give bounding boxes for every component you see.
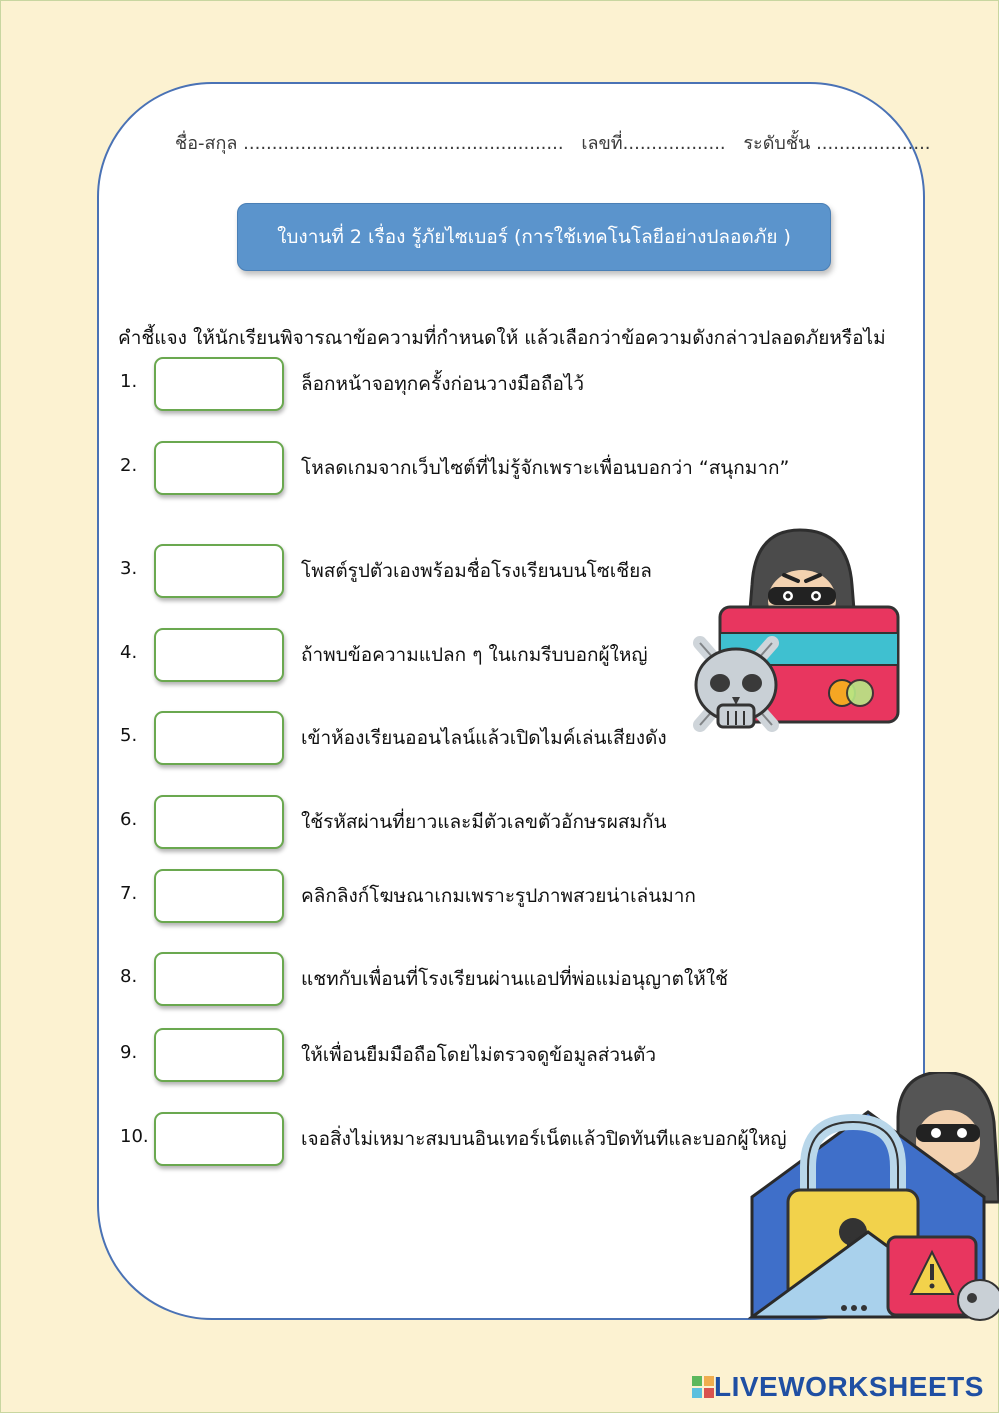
question-text: โพสต์รูปตัวเองพร้อมชื่อโรงเรียนบนโซเชียล bbox=[301, 560, 652, 582]
question-text: โหลดเกมจากเว็บไซต์ที่ไม่รู้จักเพราะเพื่อนบอกว่า “สนุกมาก” bbox=[301, 457, 790, 479]
question-item bbox=[118, 952, 838, 1008]
answer-box[interactable] bbox=[154, 1028, 284, 1082]
question-item bbox=[118, 1028, 838, 1084]
question-item bbox=[118, 869, 838, 925]
answer-box[interactable] bbox=[154, 628, 284, 682]
question-number: 9. bbox=[120, 1042, 138, 1063]
student-info-line bbox=[175, 128, 931, 157]
question-item bbox=[118, 1112, 838, 1168]
question-text: ล็อกหน้าจอทุกครั้งก่อนวางมือถือไว้ bbox=[301, 373, 585, 395]
question-number: 3. bbox=[120, 558, 138, 579]
answer-box[interactable] bbox=[154, 795, 284, 849]
answer-box[interactable] bbox=[154, 357, 284, 411]
question-text: เข้าห้องเรียนออนไลน์แล้วเปิดไมค์เล่นเสียงดัง bbox=[301, 727, 667, 749]
answer-box[interactable] bbox=[154, 869, 284, 923]
grade-field-label: ระดับชั้น .................... bbox=[743, 133, 931, 154]
answer-box[interactable] bbox=[154, 1112, 284, 1166]
liveworksheets-logo-icon bbox=[692, 1376, 714, 1398]
answer-box[interactable] bbox=[154, 544, 284, 598]
question-text: ถ้าพบข้อความแปลก ๆ ในเกมรีบบอกผู้ใหญ่ bbox=[301, 644, 648, 666]
hacker-credit-card-illustration bbox=[660, 525, 905, 755]
question-item bbox=[118, 441, 838, 497]
answer-box[interactable] bbox=[154, 711, 284, 765]
answer-box[interactable] bbox=[154, 952, 284, 1006]
name-field-label: ชื่อ-สกุล ........................................................ bbox=[175, 133, 564, 154]
question-number: 1. bbox=[120, 371, 138, 392]
worksheet-title: ใบงานที่ 2 เรื่อง รู้ภัยไซเบอร์ (การใช้เทคโนโลยีอย่างปลอดภัย ) bbox=[237, 203, 831, 271]
question-number: 4. bbox=[120, 642, 138, 663]
question-number: 10. bbox=[120, 1126, 149, 1147]
question-item bbox=[118, 795, 838, 851]
question-number: 5. bbox=[120, 725, 138, 746]
question-text: เจอสิ่งไม่เหมาะสมบนอินเทอร์เน็ตแล้วปิดทันทีและบอกผู้ใหญ่ bbox=[301, 1128, 787, 1150]
answer-box[interactable] bbox=[154, 441, 284, 495]
logo-text: LIVEWORKSHEETS bbox=[714, 1371, 984, 1402]
question-text: แชทกับเพื่อนที่โรงเรียนผ่านแอปที่พ่อแม่อนุญาตให้ใช้ bbox=[301, 968, 728, 990]
question-text: ใช้รหัสผ่านที่ยาวและมีตัวเลขตัวอักษรผสมกัน bbox=[301, 811, 667, 833]
liveworksheets-logo bbox=[692, 1371, 984, 1403]
question-number: 2. bbox=[120, 455, 138, 476]
instruction-text: คำชี้แจง ให้นักเรียนพิจารณาข้อความที่กำหนดให้ แล้วเลือกว่าข้อความดังกล่าวปลอดภัยหรือไม่ bbox=[118, 327, 886, 349]
hacker-lock-email-illustration bbox=[748, 1072, 999, 1342]
question-number: 7. bbox=[120, 883, 138, 904]
question-number: 6. bbox=[120, 809, 138, 830]
question-item bbox=[118, 357, 838, 413]
question-text: ให้เพื่อนยืมมือถือโดยไม่ตรวจดูข้อมูลส่วนตัว bbox=[301, 1044, 656, 1066]
number-field-label: เลขที่.................. bbox=[581, 133, 726, 154]
question-text: คลิกลิงก์โฆษณาเกมเพราะรูปภาพสวยน่าเล่นมาก bbox=[301, 885, 696, 907]
question-number: 8. bbox=[120, 966, 138, 987]
